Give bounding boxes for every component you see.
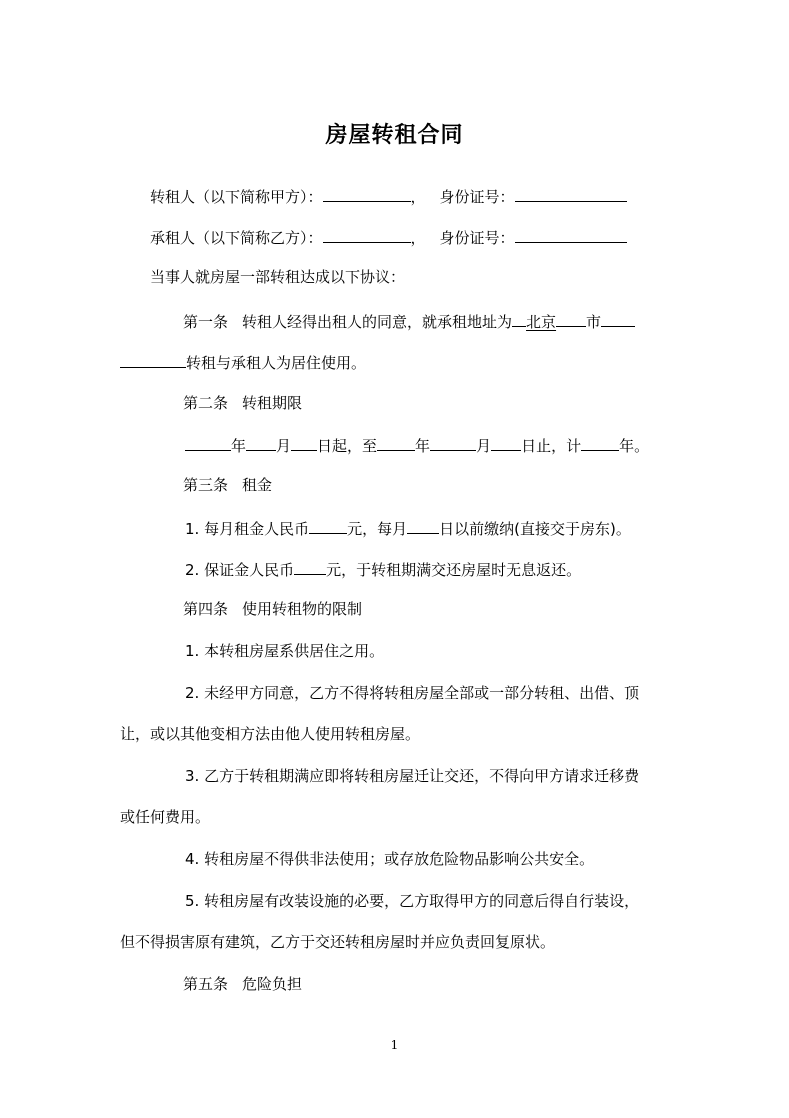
lessee-label: 承租人（以下简称乙方）： [150, 229, 323, 247]
page-number: 1 [390, 1038, 399, 1052]
lessee-line: 承租人（以下简称乙方）： ， 身份证号： [150, 225, 627, 249]
sublessor-id-label: 身份证号： [439, 188, 515, 206]
lessee-id-label: 身份证号： [439, 229, 515, 247]
restriction-item-1: 1. 本转租房屋系供居住之用。 [185, 642, 385, 660]
address-blank-cont [120, 350, 186, 368]
article-5-heading: 第五条 [183, 975, 229, 993]
article-3-heading: 第三条 [183, 476, 229, 494]
sublessor-id-blank [515, 184, 627, 202]
restriction-item-5-line-1: 5. 转租房屋有改装设施的必要，乙方取得甲方的同意后得自行装设， [185, 892, 640, 910]
article-2-heading-line: 第二条 转租期限 [183, 394, 303, 412]
sublessor-line: 转租人（以下简称甲方）： ， 身份证号： [150, 184, 627, 208]
address-blank [601, 309, 635, 327]
article-4-heading-line: 第四条 使用转租物的限制 [183, 600, 363, 618]
restriction-item-3-line-2: 或任何费用。 [120, 808, 211, 826]
rent-item-2: 2. 保证金人民币 元，于转租期满交还房屋时无息返还。 [185, 557, 581, 581]
lessee-id-blank [515, 225, 627, 243]
article-4-heading: 第四条 [183, 600, 229, 618]
article-1-line-1: 第一条 转租人经得出租人的同意，就承租地址为 北京 市 [183, 309, 635, 333]
article-1-heading: 第一条 [183, 313, 229, 331]
article-2-heading: 第二条 [183, 394, 229, 412]
article-1-line-2: 转租与承租人为居住使用。 [120, 350, 366, 374]
restriction-item-4: 4. 转租房屋不得供非法使用；或存放危险物品影响公共安全。 [185, 850, 595, 868]
restriction-item-2-line-1: 2. 未经甲方同意，乙方不得将转租房屋全部或一部分转租、出借、顶 [185, 684, 640, 702]
article-3-heading-line: 第三条 租金 [183, 476, 273, 494]
restriction-item-5-line-2: 但不得损害原有建筑，乙方于交还转租房屋时并应负责回复原状。 [120, 933, 556, 951]
article-5-heading-line: 第五条 危险负担 [183, 975, 303, 993]
intro-line: 当事人就房屋一部转租达成以下协议： [150, 268, 406, 286]
sublessor-name-blank [323, 184, 411, 202]
term-dates-line: 年 月 日起，至 年 月 日止，计 年。 [185, 433, 649, 457]
document-title: 房屋转租合同 [325, 122, 464, 148]
lessee-name-blank [323, 225, 411, 243]
restriction-item-3-line-1: 3. 乙方于转租期满应即将转租房屋迁让交还，不得向甲方请求迁移费 [185, 767, 640, 785]
sublessor-label: 转租人（以下简称甲方）： [150, 188, 323, 206]
rent-item-1: 1. 每月租金人民币 元，每月 日以前缴纳(直接交于房东)。 [185, 516, 631, 540]
restriction-item-2-line-2: 让，或以其他变相方法由他人使用转租房屋。 [120, 725, 421, 743]
city-value: 北京 [526, 313, 557, 331]
